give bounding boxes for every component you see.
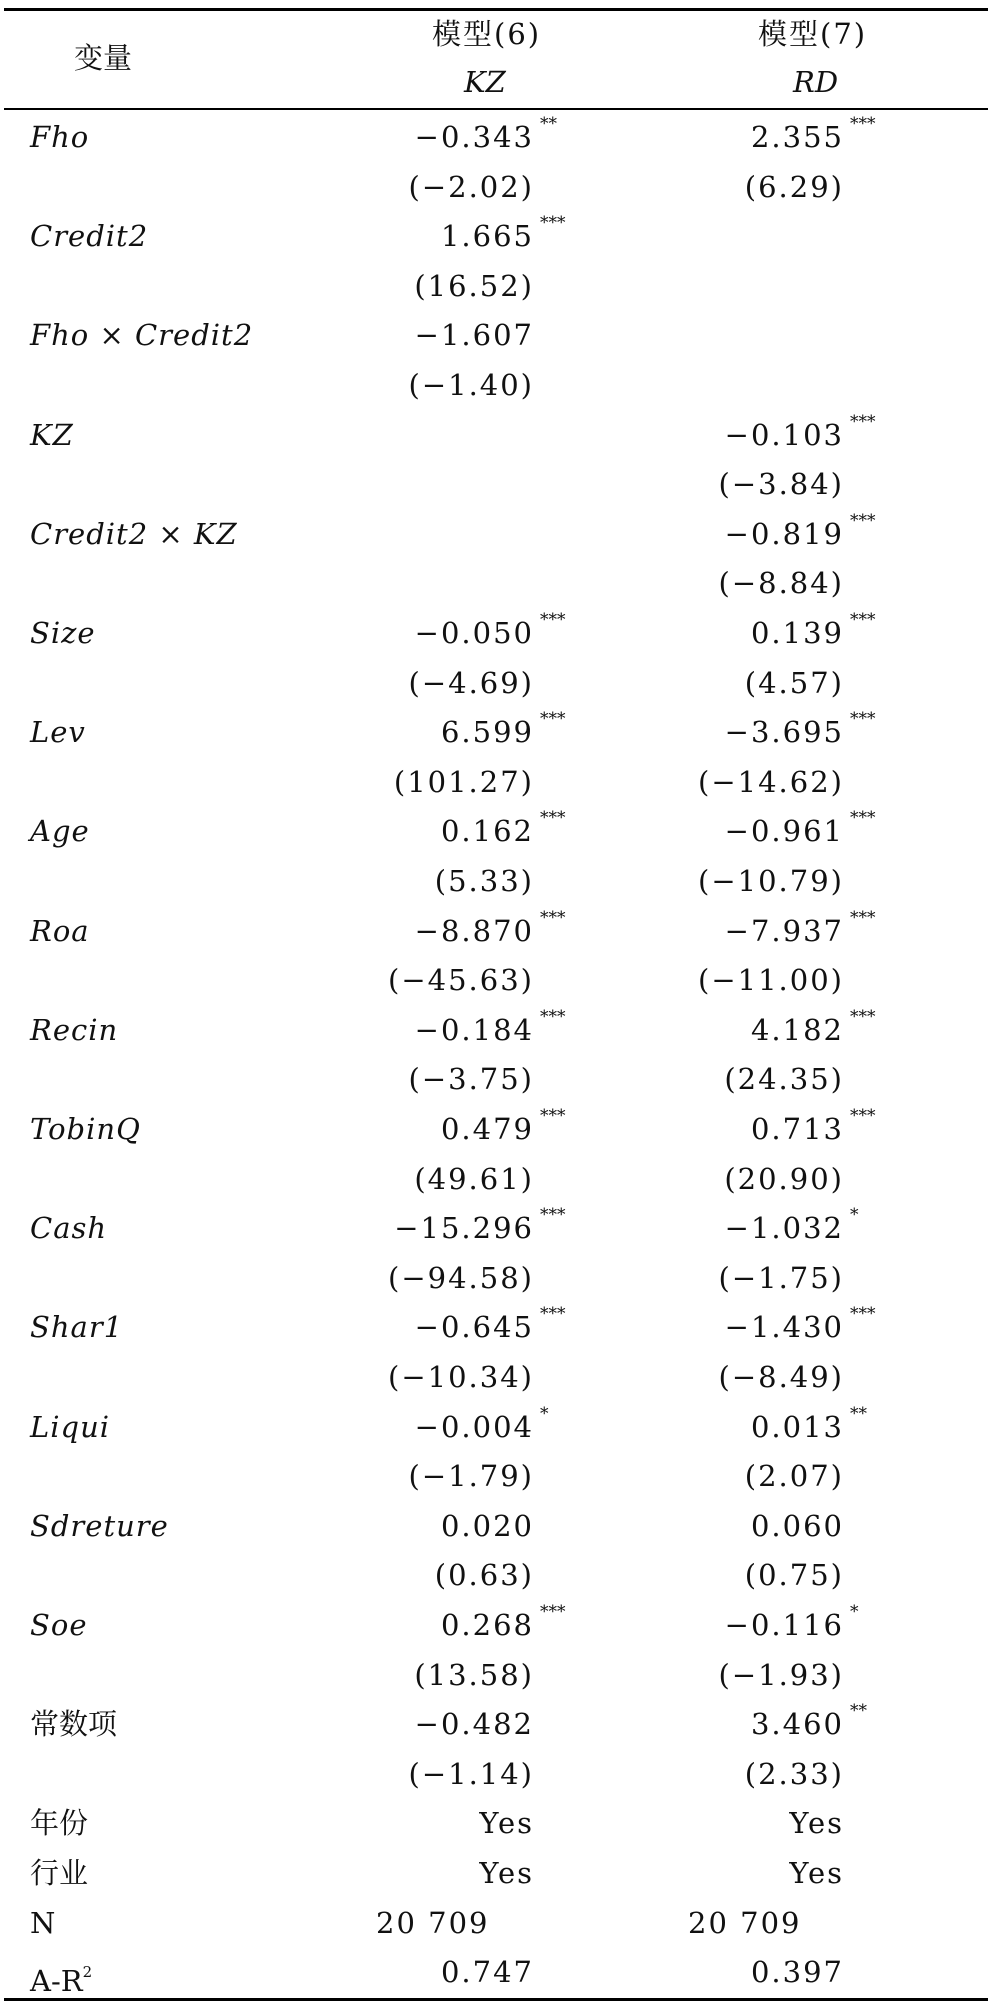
model6-significance: *** xyxy=(540,907,566,928)
bottom-rule xyxy=(4,1998,988,2001)
model7-header: 模型(7) xyxy=(758,17,868,51)
model6-value: (5.33) xyxy=(434,864,534,898)
table-row xyxy=(0,112,992,162)
table-row xyxy=(0,410,992,460)
model7-value: (4.57) xyxy=(744,665,844,700)
model6-significance: *** xyxy=(540,1106,566,1126)
row-name: 常数项 xyxy=(30,1707,118,1742)
model7-significance: *** xyxy=(850,808,876,829)
model6-value: (−10.34) xyxy=(388,1360,534,1394)
model7-significance: *** xyxy=(850,114,876,134)
table-row xyxy=(0,1749,992,1799)
model7-value: (6.29) xyxy=(744,169,844,204)
table-row xyxy=(0,1005,992,1055)
table-row xyxy=(0,459,992,509)
model6-significance: *** xyxy=(540,1602,566,1622)
row-name: 年份 xyxy=(30,1806,89,1841)
model7-value: −7.937 xyxy=(724,913,844,948)
model7-value: 0.013 xyxy=(750,1409,844,1444)
model7-value: (20.90) xyxy=(724,1161,844,1196)
table-row xyxy=(0,1550,992,1600)
model7-value: (−11.00) xyxy=(698,963,844,998)
table-row xyxy=(0,509,992,559)
model7-dependent-variable: RD xyxy=(793,65,839,99)
row-name: $A-R^2$ xyxy=(30,1963,93,1999)
variable-header: 变量 xyxy=(74,41,133,75)
row-name: Fho xyxy=(30,120,90,154)
table-row xyxy=(0,1451,992,1501)
model6-value: −0.050 xyxy=(414,616,534,650)
model7-value: −1.430 xyxy=(724,1310,844,1345)
table-row xyxy=(0,1848,992,1898)
table-row xyxy=(0,360,992,410)
table-row xyxy=(0,906,992,956)
model7-value: 0.713 xyxy=(750,1112,844,1146)
table-row xyxy=(0,1402,992,1452)
model6-dependent-variable: KZ xyxy=(464,65,506,99)
model6-value: −0.645 xyxy=(414,1310,534,1345)
table-row xyxy=(0,955,992,1005)
model7-value: −0.103 xyxy=(724,417,844,452)
model7-significance: * xyxy=(850,1602,859,1622)
table-row xyxy=(0,558,992,608)
model6-value: (101.27) xyxy=(393,764,534,799)
model6-header: 模型(6) xyxy=(432,17,542,51)
model7-value: (2.07) xyxy=(744,1459,844,1494)
model7-value: (−3.84) xyxy=(718,467,844,502)
model7-significance: *** xyxy=(850,1106,876,1126)
model7-value: −1.032 xyxy=(724,1211,844,1246)
model7-value: 0.139 xyxy=(750,616,844,650)
model7-significance: *** xyxy=(850,1006,876,1027)
model6-significance: *** xyxy=(540,213,566,234)
table-row xyxy=(0,211,992,261)
table-row xyxy=(0,1302,992,1352)
model7-value: 0.397 xyxy=(750,1955,844,1990)
row-name: Fho × Credit2 xyxy=(30,318,254,353)
model6-significance: *** xyxy=(540,1304,566,1325)
table-row xyxy=(0,162,992,212)
model6-value: (−4.69) xyxy=(408,665,534,700)
table-row xyxy=(0,757,992,807)
table-row xyxy=(0,1054,992,1104)
model7-significance: *** xyxy=(850,709,876,730)
row-name: Age xyxy=(30,814,90,849)
row-name: Soe xyxy=(30,1608,88,1642)
table-row xyxy=(0,806,992,856)
row-name: Size xyxy=(30,616,96,650)
row-name: Cash xyxy=(30,1211,108,1246)
model7-significance: ** xyxy=(850,1701,867,1722)
model6-value: Yes xyxy=(479,1856,534,1890)
model7-significance: *** xyxy=(850,610,876,630)
model6-value: (−1.40) xyxy=(408,368,534,402)
model6-value: 0.479 xyxy=(440,1112,534,1146)
model7-value: (−8.84) xyxy=(718,566,844,601)
model6-value: 0.747 xyxy=(440,1955,534,1990)
model6-value: (16.52) xyxy=(414,268,534,303)
model7-value: 4.182 xyxy=(750,1012,844,1047)
model7-value: −0.819 xyxy=(724,516,844,551)
model6-value: 0.268 xyxy=(440,1608,534,1642)
model7-significance: * xyxy=(850,1205,859,1226)
table-row xyxy=(0,310,992,360)
top-rule xyxy=(4,8,988,11)
model7-value: (−1.93) xyxy=(718,1657,844,1692)
model6-value: Yes xyxy=(479,1806,534,1841)
model6-value: 6.599 xyxy=(440,715,534,750)
model7-value: Yes xyxy=(789,1856,844,1890)
model6-value: (49.61) xyxy=(414,1161,534,1196)
model7-value: 3.460 xyxy=(750,1707,844,1742)
model6-value: 1.665 xyxy=(440,219,534,254)
table-row xyxy=(0,261,992,311)
model6-significance: *** xyxy=(540,1006,566,1027)
table-row xyxy=(0,1798,992,1848)
model7-value: (−1.75) xyxy=(718,1260,844,1295)
model7-value: (0.75) xyxy=(744,1558,844,1593)
model7-value: −3.695 xyxy=(724,715,844,750)
model7-value: (−8.49) xyxy=(718,1360,844,1394)
model6-value: −0.004 xyxy=(414,1409,534,1444)
model6-value: −0.343 xyxy=(414,120,534,154)
row-name: TobinQ xyxy=(30,1112,141,1146)
model6-value: (0.63) xyxy=(434,1558,534,1593)
table-row xyxy=(0,1154,992,1204)
model6-significance: * xyxy=(540,1403,549,1424)
row-name: 行业 xyxy=(30,1856,89,1890)
model7-significance: *** xyxy=(850,1304,876,1325)
model6-value: (13.58) xyxy=(414,1657,534,1692)
model7-value: 2.355 xyxy=(750,120,844,154)
table-row xyxy=(0,1253,992,1303)
model6-significance: *** xyxy=(540,709,566,730)
model6-value: −15.296 xyxy=(394,1211,534,1246)
model7-significance: *** xyxy=(850,411,876,432)
model6-value: 20 709 xyxy=(376,1905,490,1940)
table-row xyxy=(0,1600,992,1650)
model6-value: −1.607 xyxy=(414,318,534,353)
model6-value: (−45.63) xyxy=(388,963,534,998)
model7-value: (2.33) xyxy=(744,1756,844,1791)
model6-significance: *** xyxy=(540,1205,566,1226)
model6-value: −8.870 xyxy=(414,913,534,948)
model6-value: (−3.75) xyxy=(408,1062,534,1097)
model6-value: 0.162 xyxy=(440,814,534,849)
model6-value: (−94.58) xyxy=(388,1260,534,1295)
table-row xyxy=(0,1104,992,1154)
model6-significance: ** xyxy=(540,114,557,134)
row-name: Sdreture xyxy=(30,1508,169,1543)
model7-value: (−14.62) xyxy=(698,764,844,799)
table-row-n xyxy=(0,1898,992,1948)
row-name: Roa xyxy=(30,913,90,948)
table-row xyxy=(0,608,992,658)
model7-significance: *** xyxy=(850,907,876,928)
model7-significance: *** xyxy=(850,510,876,531)
model6-value: −0.184 xyxy=(414,1012,534,1047)
row-name: Recin xyxy=(30,1012,119,1047)
model7-value: 20 709 xyxy=(688,1905,802,1940)
row-name: Credit2 × KZ xyxy=(30,516,238,551)
model7-value: (−10.79) xyxy=(698,864,844,898)
model6-value: −0.482 xyxy=(414,1707,534,1742)
table-row xyxy=(0,658,992,708)
row-name: Shar1 xyxy=(30,1310,124,1345)
table-row xyxy=(0,856,992,906)
header-rule xyxy=(4,108,988,110)
row-name: N xyxy=(30,1905,56,1940)
table-row xyxy=(0,707,992,757)
row-name: Lev xyxy=(30,715,86,750)
model7-value: −0.116 xyxy=(724,1608,844,1642)
model6-value: (−1.14) xyxy=(408,1756,534,1791)
model7-significance: ** xyxy=(850,1403,867,1424)
table-row xyxy=(0,1501,992,1551)
row-name: KZ xyxy=(30,417,74,452)
model6-value: (−2.02) xyxy=(408,169,534,204)
row-name: Credit2 xyxy=(30,219,149,254)
model7-value: 0.060 xyxy=(750,1508,844,1543)
model6-significance: *** xyxy=(540,808,566,829)
model7-value: −0.961 xyxy=(724,814,844,849)
model7-value: (24.35) xyxy=(724,1062,844,1097)
table-row xyxy=(0,1699,992,1749)
model7-value: Yes xyxy=(789,1806,844,1841)
model6-value: (−1.79) xyxy=(408,1459,534,1494)
table-row-adj-r2 xyxy=(0,1947,992,1997)
table-row xyxy=(0,1650,992,1700)
table-row xyxy=(0,1203,992,1253)
row-name: Liqui xyxy=(30,1409,111,1444)
model6-value: 0.020 xyxy=(440,1508,534,1543)
table-row xyxy=(0,1352,992,1402)
model6-significance: *** xyxy=(540,610,566,630)
